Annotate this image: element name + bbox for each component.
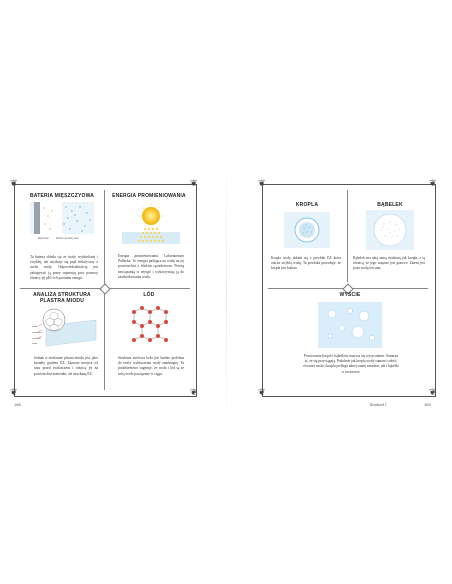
corner-ornament-tl-right: ❦ bbox=[258, 179, 266, 189]
honeycomb-label-c: woda bbox=[32, 326, 38, 328]
panel-heading-bubble: BĄBELEK bbox=[377, 202, 403, 208]
right-page-folio: 169 bbox=[424, 402, 431, 407]
corner-ornament-tr-right: ❦ bbox=[429, 179, 437, 189]
bubble-illustration bbox=[366, 210, 414, 250]
corner-ornament-br-right: ❦ bbox=[429, 388, 437, 398]
panel-heading-droplet: KROPLA bbox=[295, 202, 319, 208]
corner-ornament-tl: ❦ bbox=[10, 179, 18, 189]
battery-label-a: Wybór EZ bbox=[38, 237, 49, 240]
panel-text-ice: Struktura strefowa lodu jest bardzo podobna do strefy wykluczenia wody zamkniętej. Ta podobieństwo sugeruje, że woda i lód są ze sobą ściśle powiązane w ciągu. bbox=[118, 356, 184, 376]
corner-ornament-bl: ❦ bbox=[10, 388, 18, 398]
honeycomb-label-d: nanorurka bbox=[32, 332, 42, 334]
honeycomb-label-f: woda bbox=[32, 343, 38, 345]
panel-heading-wyscie: WYSCIE bbox=[339, 292, 361, 298]
droplet-illustration bbox=[284, 212, 330, 248]
corner-ornament-tr: ❦ bbox=[190, 179, 198, 189]
ice-lattice-illustration bbox=[126, 302, 176, 346]
panel-heading-honeycomb: ANALIZA STRUKTURA PLASTRA MIODU bbox=[33, 292, 91, 304]
left-page-folio: 168 bbox=[14, 402, 21, 407]
right-vertical-divider bbox=[347, 190, 348, 282]
panel-text-battery: Ta bateria składa się ze środy wydzielonej i zwykłej, ale uzyskuje się prąd elektryczny z ruchu wody. Odpowiedzialnością jest zakupywać ją przez separację przy pomocy różnicy jej pH i ich poziomu energii. bbox=[30, 255, 98, 280]
panel-text-radiant-energy: Energia promieniowania: Laboratorium Pollacka. To energia padająca na wodę na jej powierzchni z bliskim sąsiedztwem. Pewną nawiązanką w energii i wykorzystują ją do zaadsorbowania wody. bbox=[118, 254, 184, 279]
corner-ornament-bl-right: ❦ bbox=[258, 388, 266, 398]
battery-illustration bbox=[30, 202, 94, 240]
battery-label-b: Wodne na strefy pow. bbox=[56, 237, 79, 240]
radiant-energy-illustration bbox=[122, 202, 180, 246]
panel-heading-radiant-energy: ENERGIA PROMIENIOWANIA bbox=[112, 193, 186, 199]
honeycomb-label-e: strefa EZ bbox=[32, 338, 41, 340]
wyscie-illustration bbox=[318, 302, 382, 348]
panel-text-droplet: Kropla wody składa się z powłoki EZ która otacza zwykłą wodę. Ta powłoka powoduje, że kropla jest kulista. bbox=[271, 256, 341, 271]
panel-text-wyscie: Powiewanie kropel i bąbelków nazywa się wysycaniem. Oznacza to, że się przyciągają. Podobnie jak kropla wody stanowi całość, również woda i kropla podlega takiej samej zasadzie, jak i bąbelki w roztworze. bbox=[303, 354, 399, 374]
panel-heading-battery: BATERIA MIĘSZCZYOWA bbox=[29, 193, 95, 199]
gutter-shadow bbox=[226, 150, 227, 440]
honeycomb-illustration bbox=[32, 300, 98, 348]
panel-heading-ice: LÓD bbox=[143, 292, 155, 298]
running-head: Rozdział 1 bbox=[370, 402, 387, 407]
panel-text-bubble: Bąbelek ma taką samą strukturę jak kropla, z tą różnicą, że jego wnętrze jest gazowe. Zatem jest poza wodą ten sam. bbox=[353, 256, 425, 271]
corner-ornament-br: ❦ bbox=[190, 388, 198, 398]
panel-text-honeycomb: Jednak w strukturze plastra miodu jest, jako kształty grafenu EZ. Zajmuje miejsca od razu przed zwilżaczem i różnicą jej na powierzchni materiału, ale uzyskaną EZ. bbox=[34, 356, 98, 376]
